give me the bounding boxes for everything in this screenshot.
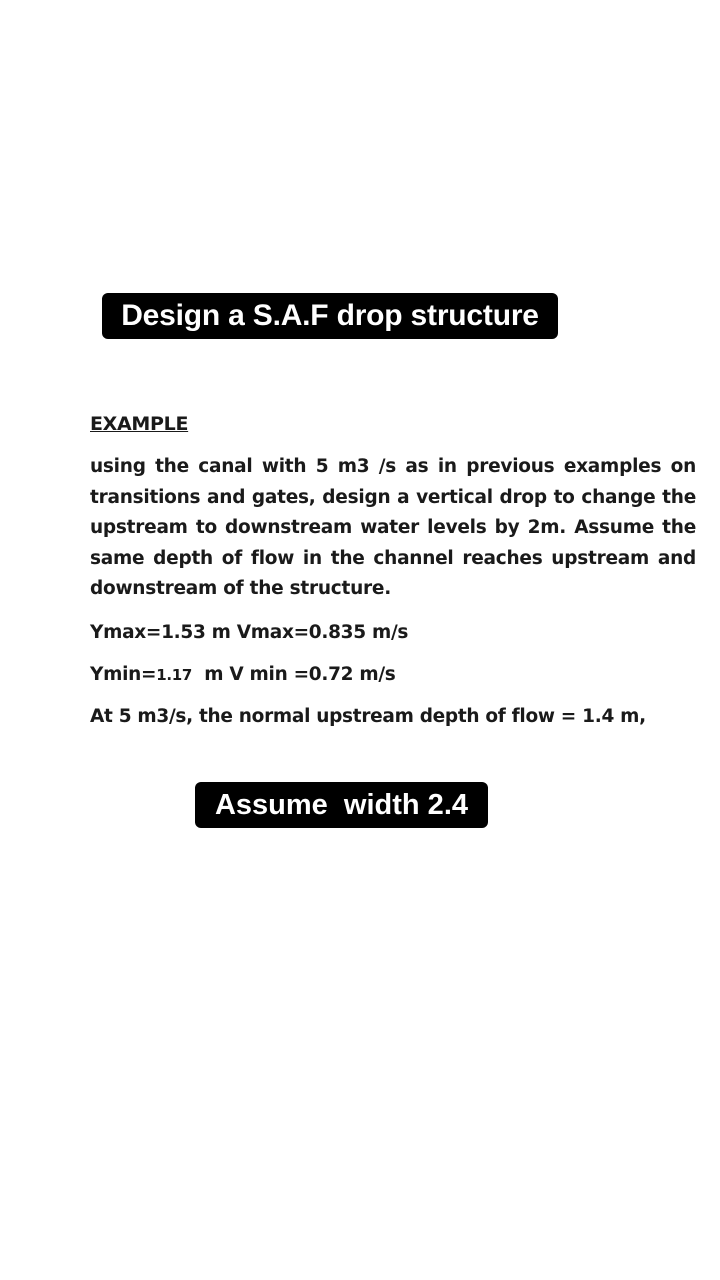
document-excerpt (90, 410, 696, 731)
ymin-label: Ymin= (90, 663, 157, 685)
ymin-rest: m V min =0.72 m/s (192, 663, 396, 685)
assume-width-sticker: Assume width 2.4 (195, 782, 488, 828)
ymax-line: Ymax=1.53 m Vmax=0.835 m/s (90, 621, 409, 643)
normal-depth-line: At 5 m3/s, the normal upstream depth of flow = 1.4 m, (90, 705, 646, 727)
ymin-line (90, 661, 696, 689)
problem-statement: using the canal with 5 m3 /s as in previous examples on transitions and gates, design a vertical drop to change the upstream to downstream water levels by 2m. Assume the same depth of flow in the channel reaches upstream and downstream of the structure. (90, 456, 696, 599)
title-sticker: Design a S.A.F drop structure (102, 293, 558, 339)
example-heading: EXAMPLE (90, 413, 189, 435)
ymin-value: 1.17 (156, 665, 192, 684)
